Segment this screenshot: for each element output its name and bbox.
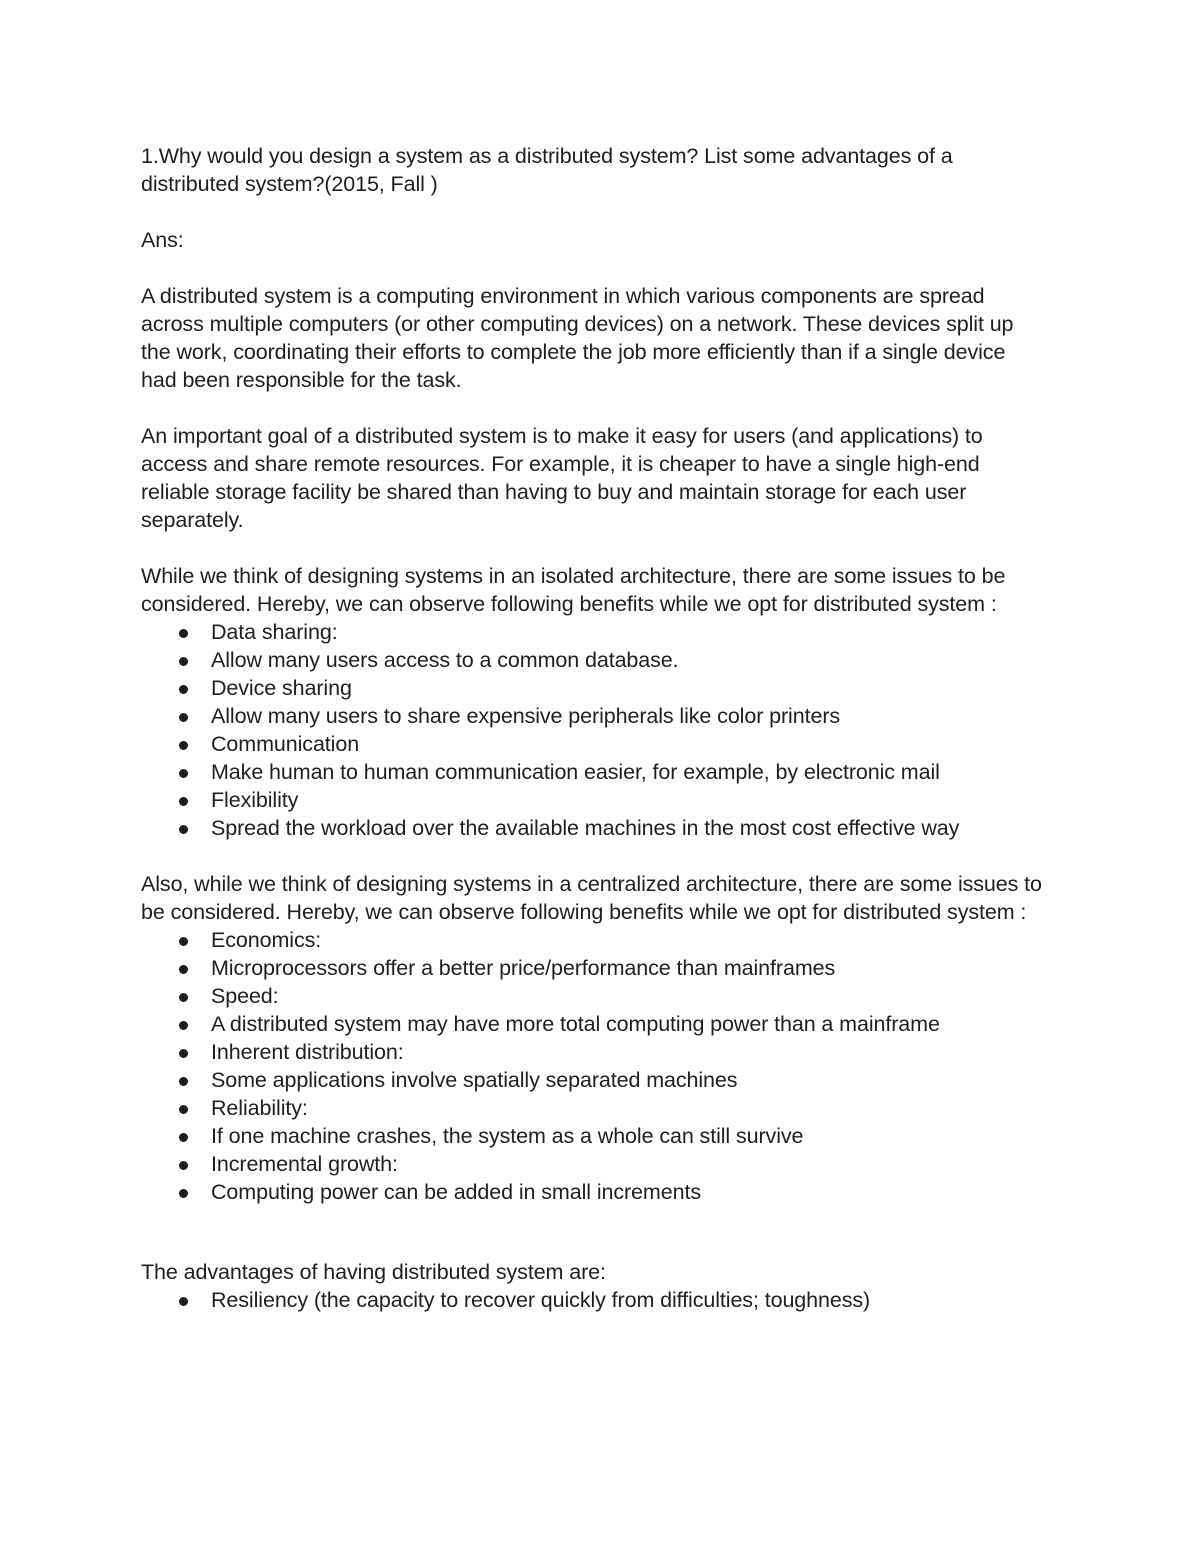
document-body bbox=[141, 142, 1071, 1314]
bullet-icon bbox=[179, 657, 188, 666]
list-item: Allow many users access to a common database. bbox=[141, 646, 1071, 674]
bullet-icon bbox=[179, 741, 188, 750]
list-item: Computing power can be added in small increments bbox=[141, 1178, 1071, 1206]
bullet-icon bbox=[179, 937, 188, 946]
list-item: A distributed system may have more total computing power than a mainframe bbox=[141, 1010, 1071, 1038]
list-item: Device sharing bbox=[141, 674, 1071, 702]
bullet-icon bbox=[179, 1161, 188, 1170]
bullet-icon bbox=[179, 1049, 188, 1058]
list-item: Resiliency (the capacity to recover quickly from difficulties; toughness) bbox=[141, 1286, 1071, 1314]
bullet-icon bbox=[179, 769, 188, 778]
list-item: Microprocessors offer a better price/performance than mainframes bbox=[141, 954, 1071, 982]
bullet-icon bbox=[179, 1133, 188, 1142]
advantages-list bbox=[141, 1286, 1071, 1314]
list-item: Reliability: bbox=[141, 1094, 1071, 1122]
list-item: Speed: bbox=[141, 982, 1071, 1010]
bullet-icon bbox=[179, 965, 188, 974]
bullet-icon bbox=[179, 713, 188, 722]
list-item: Communication bbox=[141, 730, 1071, 758]
list-item: If one machine crashes, the system as a whole can still survive bbox=[141, 1122, 1071, 1150]
goal-paragraph: An important goal of a distributed system is to make it easy for users (and applications) to access and share remote resources. For example, it is cheaper to have a single high-end reliable storage facility be shared than having to buy and maintain storage for each user separately. bbox=[141, 424, 983, 532]
list-item: Incremental growth: bbox=[141, 1150, 1071, 1178]
list-item: Spread the workload over the available machines in the most cost effective way bbox=[141, 814, 1071, 842]
centralized-architecture-paragraph: Also, while we think of designing systems in a centralized architecture, there are some issues to be considered. Hereby, we can observe following benefits while we opt for distributed system : bbox=[141, 872, 1042, 924]
bullet-icon bbox=[179, 1297, 188, 1306]
list-item: Flexibility bbox=[141, 786, 1071, 814]
bullet-icon bbox=[179, 1105, 188, 1114]
bullet-icon bbox=[179, 993, 188, 1002]
bullet-icon bbox=[179, 797, 188, 806]
list-item: Make human to human communication easier, for example, by electronic mail bbox=[141, 758, 1071, 786]
bullet-icon bbox=[179, 629, 188, 638]
list-item: Economics: bbox=[141, 926, 1071, 954]
bullet-icon bbox=[179, 1077, 188, 1086]
isolated-benefits-list bbox=[141, 618, 1071, 842]
bullet-icon bbox=[179, 685, 188, 694]
list-item: Allow many users to share expensive peripherals like color printers bbox=[141, 702, 1071, 730]
list-item: Some applications involve spatially separated machines bbox=[141, 1066, 1071, 1094]
bullet-icon bbox=[179, 1021, 188, 1030]
bullet-icon bbox=[179, 1189, 188, 1198]
definition-paragraph: A distributed system is a computing environment in which various components are spread across multiple computers (or other computing devices) on a network. These devices split up the work, coordinating their efforts to complete the job more efficiently than if a single device had been responsible for the task. bbox=[141, 284, 1014, 392]
isolated-architecture-paragraph: While we think of designing systems in an isolated architecture, there are some issues to be considered. Hereby, we can observe following benefits while we opt for distributed system : bbox=[141, 564, 1006, 616]
answer-label: Ans: bbox=[141, 228, 184, 252]
bullet-icon bbox=[179, 825, 188, 834]
list-item: Inherent distribution: bbox=[141, 1038, 1071, 1066]
list-item: Data sharing: bbox=[141, 618, 1071, 646]
question-text: 1.Why would you design a system as a distributed system? List some advantages of a distributed system?(2015, Fall ) bbox=[141, 144, 953, 196]
centralized-benefits-list bbox=[141, 926, 1071, 1206]
advantages-intro: The advantages of having distributed system are: bbox=[141, 1260, 606, 1284]
